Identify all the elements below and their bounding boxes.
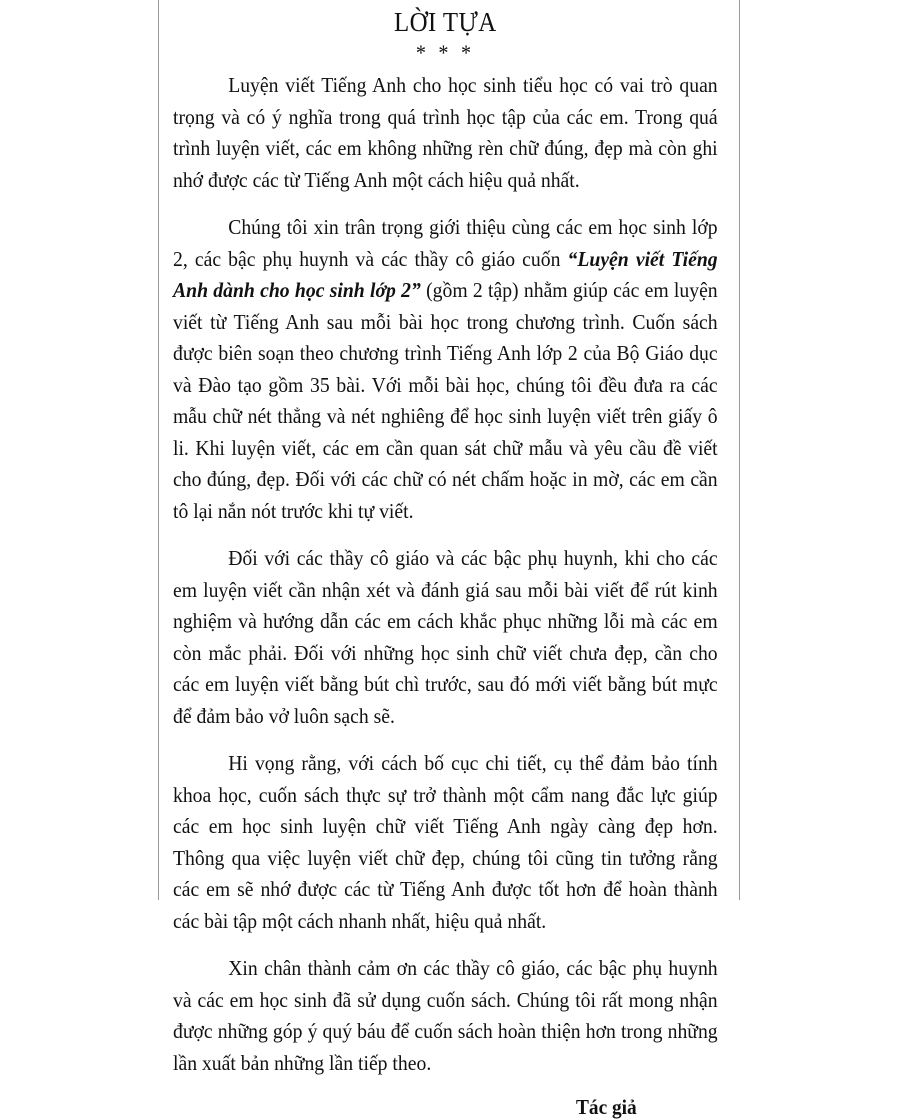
paragraph-2 bbox=[173, 212, 718, 527]
book-title: “Luyện viết Tiếng Anh dành cho học sinh lớp 2” bbox=[173, 246, 718, 302]
paragraph-4: Hi vọng rằng, với cách bố cục chi tiết, cụ thể đảm bảo tính khoa học, cuốn sách thực sự trở thành một cẩm nang đắc lực giúp các em học sinh luyện chữ viết Tiếng Anh ngày càng đẹp hơn. Thông qua việc luyện viết chữ đẹp, chúng tôi cũng tin tưởng rằng các em sẽ nhớ được các từ Tiếng Anh được tốt hơn để hoàn thành các bài tập một cách nhanh nhất, hiệu quả nhất. bbox=[173, 751, 718, 933]
paragraph-5: Xin chân thành cảm ơn các thầy cô giáo, các bậc phụ huynh và các em học sinh đã sử dụng cuốn sách. Chúng tôi rất mong nhận được những góp ý quý báu để cuốn sách hoàn thiện hơn trong những lần xuất bản những lần tiếp theo. bbox=[173, 956, 718, 1075]
page-title: LỜI TỰA bbox=[393, 7, 497, 37]
author-signature: Tác giả bbox=[576, 1095, 637, 1119]
title-separator: * * * bbox=[415, 40, 475, 65]
paragraph-3: Đối với các thầy cô giáo và các bậc phụ huynh, khi cho các em luyện viết cần nhận xét và đánh giá sau mỗi bài viết để rút kinh nghiệm và hướng dẫn các em cách khắc phục những lỗi mà các em còn mắc phải. Đối với những học sinh chữ viết chưa đẹp, cần cho các em luyện viết bằng bút chì trước, sau đó mới viết bằng bút mực để đảm bảo vở luôn sạch sẽ. bbox=[173, 546, 718, 728]
paragraph-2-body: (gồm 2 tập) nhằm giúp các em luyện viết từ Tiếng Anh sau mỗi bài học trong chương trình. Cuốn sách được biên soạn theo chương trình Tiếng Anh lớp 2 của Bộ Giáo dục và Đào tạo gồm 35 bài. Với mỗi bài học, chúng tôi đều đưa ra các mẫu chữ nét thẳng và nét nghiêng để học sinh luyện viết trên giấy ô li. Khi luyện viết, các em cần quan sát chữ mẫu và yêu cầu đề viết cho đúng, đẹp. Đối với các chữ có nét chấm hoặc in mờ, các em cần tô lại nắn nót trước khi tự viết. bbox=[173, 278, 718, 523]
page-content bbox=[173, 0, 718, 1120]
paragraph-2-intro: Chúng tôi xin trân trọng giới thiệu cùng các em học sinh lớp 2, các bậc phụ huynh và các thầy cô giáo cuốn bbox=[173, 215, 718, 271]
paragraph-1: Luyện viết Tiếng Anh cho học sinh tiểu học có vai trò quan trọng và có ý nghĩa trong quá trình học tập của các em. Trong quá trình luyện viết, các em không những rèn chữ đúng, đẹp mà còn ghi nhớ được các từ Tiếng Anh một cách hiệu quả nhất. bbox=[173, 73, 718, 192]
document-page bbox=[158, 0, 740, 1119]
